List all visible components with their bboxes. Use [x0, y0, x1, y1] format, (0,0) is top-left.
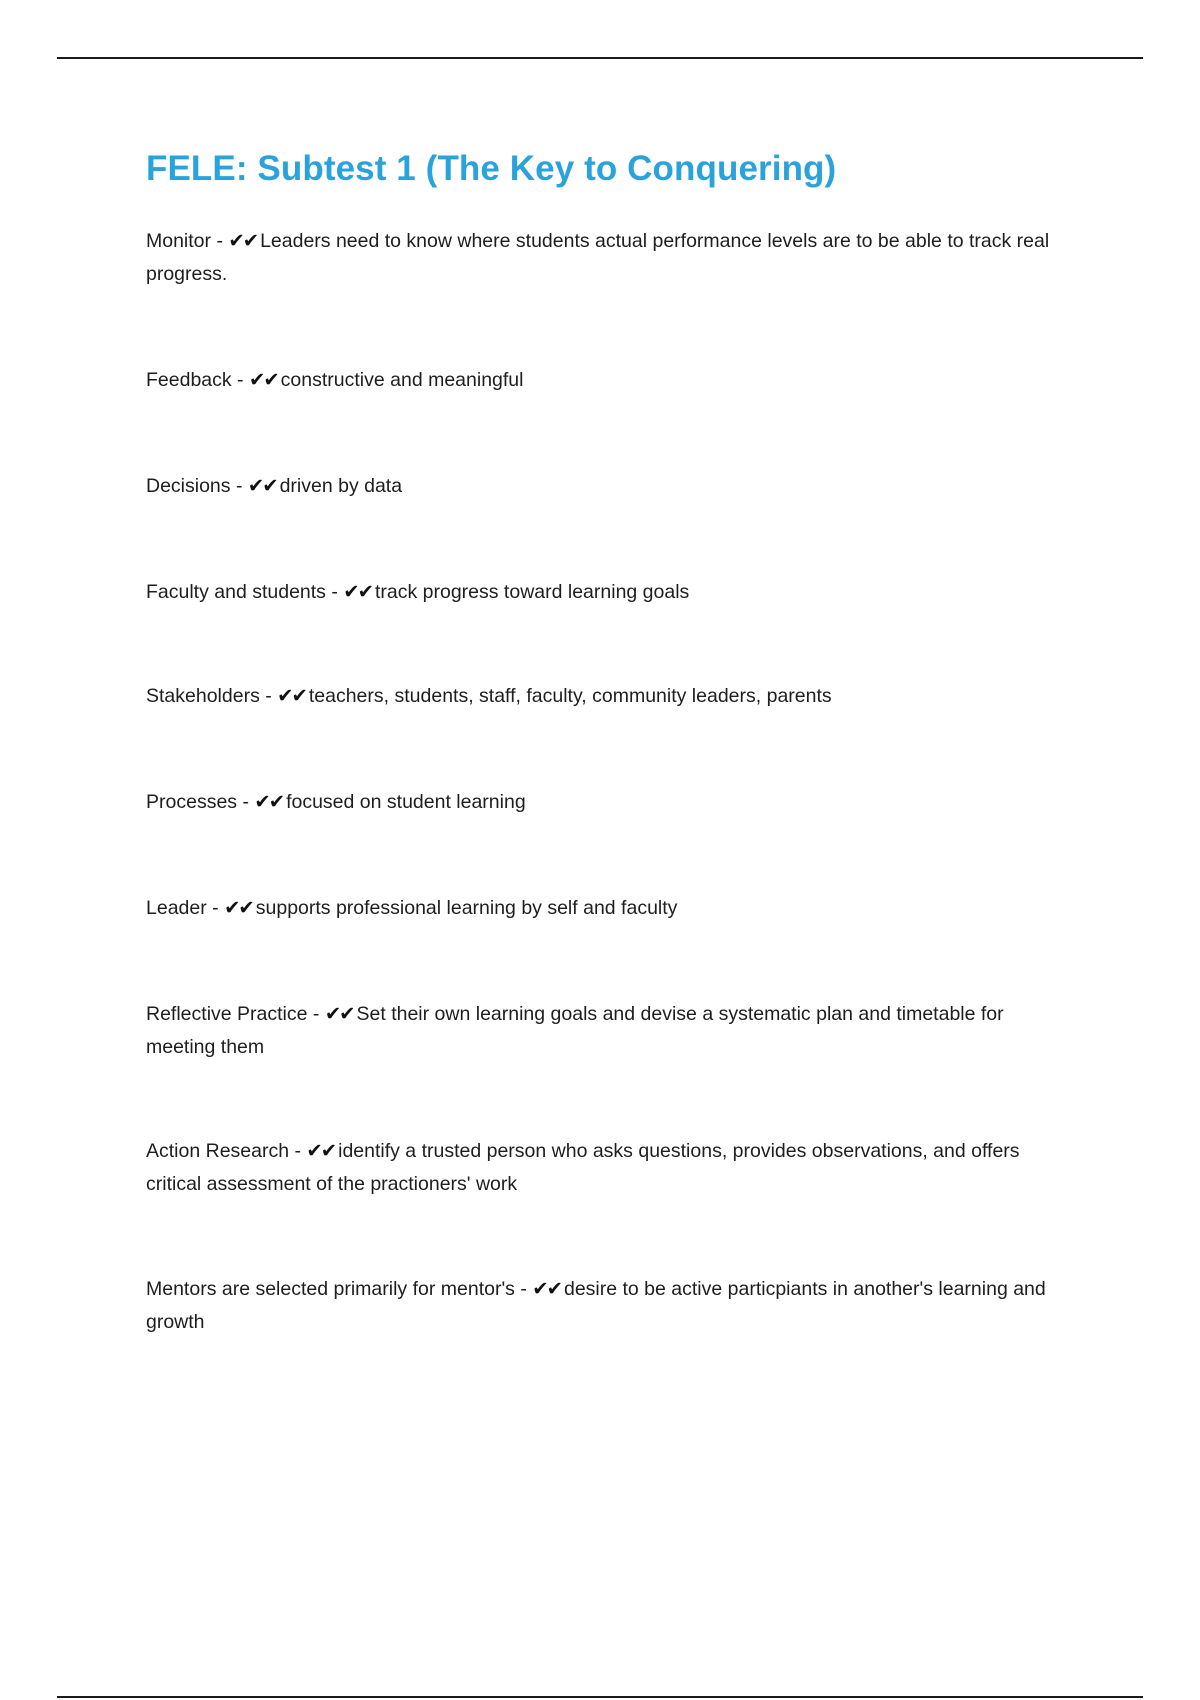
double-check-icon: ✔✔	[228, 229, 258, 252]
qa-item-decisions	[146, 469, 1076, 503]
separator: -	[211, 230, 229, 252]
separator: -	[206, 897, 225, 919]
double-check-icon: ✔✔	[306, 1139, 336, 1162]
term: Leader	[146, 897, 207, 919]
term: Feedback	[146, 369, 232, 391]
term: Action Research	[146, 1140, 290, 1162]
answer: Set their own learning goals and devise a systematic plan and timetable for meeting them	[146, 1003, 1004, 1058]
qa-item-processes	[146, 785, 1076, 819]
qa-item-reflective-practice	[146, 997, 1076, 1064]
answer: constructive and meaningful	[280, 369, 524, 391]
term: Processes	[146, 791, 238, 813]
term: Decisions	[146, 475, 231, 497]
qa-item-monitor	[146, 224, 1076, 291]
top-rule	[57, 57, 1143, 59]
answer: focused on student learning	[286, 791, 526, 813]
double-check-icon: ✔✔	[277, 684, 306, 707]
double-check-icon: ✔✔	[343, 580, 372, 603]
answer: track progress toward learning goals	[374, 581, 690, 603]
answer: desire to be active particpiants in another's learning and growth	[146, 1278, 1046, 1333]
separator: -	[259, 685, 278, 707]
document-body	[146, 140, 1076, 1339]
separator: -	[230, 475, 248, 497]
term: Reflective Practice	[146, 1003, 308, 1025]
qa-item-action-research	[146, 1134, 1076, 1201]
double-check-icon: ✔✔	[254, 790, 284, 813]
double-check-icon: ✔✔	[248, 368, 278, 391]
qa-item-mentors	[146, 1272, 1076, 1339]
answer: driven by data	[279, 475, 403, 497]
term: Stakeholders	[146, 685, 260, 707]
qa-item-stakeholders	[146, 679, 1076, 713]
double-check-icon: ✔✔	[324, 1002, 354, 1025]
answer: teachers, students, staff, faculty, community leaders, parents	[308, 685, 832, 707]
term: Monitor	[146, 230, 212, 252]
qa-item-leader	[146, 891, 1076, 925]
separator: -	[325, 581, 344, 603]
double-check-icon: ✔✔	[224, 896, 253, 919]
term: Faculty and students	[146, 581, 326, 603]
bottom-rule	[57, 1696, 1143, 1698]
answer: Leaders need to know where students actual performance levels are to be able to track real progress.	[146, 230, 1050, 285]
page-title: FELE: Subtest 1 (The Key to Conquering)	[146, 149, 837, 188]
answer: supports professional learning by self and faculty	[255, 897, 678, 919]
term: Mentors are selected primarily for mentor's	[146, 1278, 515, 1300]
separator: -	[307, 1003, 325, 1025]
separator: -	[231, 369, 249, 391]
double-check-icon: ✔✔	[532, 1277, 561, 1300]
double-check-icon: ✔✔	[247, 474, 277, 497]
separator: -	[514, 1278, 533, 1300]
separator: -	[289, 1140, 307, 1162]
answer: identify a trusted person who asks questions, provides observations, and offers critical assessment of the practioners' work	[146, 1140, 1020, 1195]
qa-item-faculty-and-students	[146, 575, 1076, 609]
qa-item-feedback	[146, 363, 1076, 397]
separator: -	[237, 791, 255, 813]
